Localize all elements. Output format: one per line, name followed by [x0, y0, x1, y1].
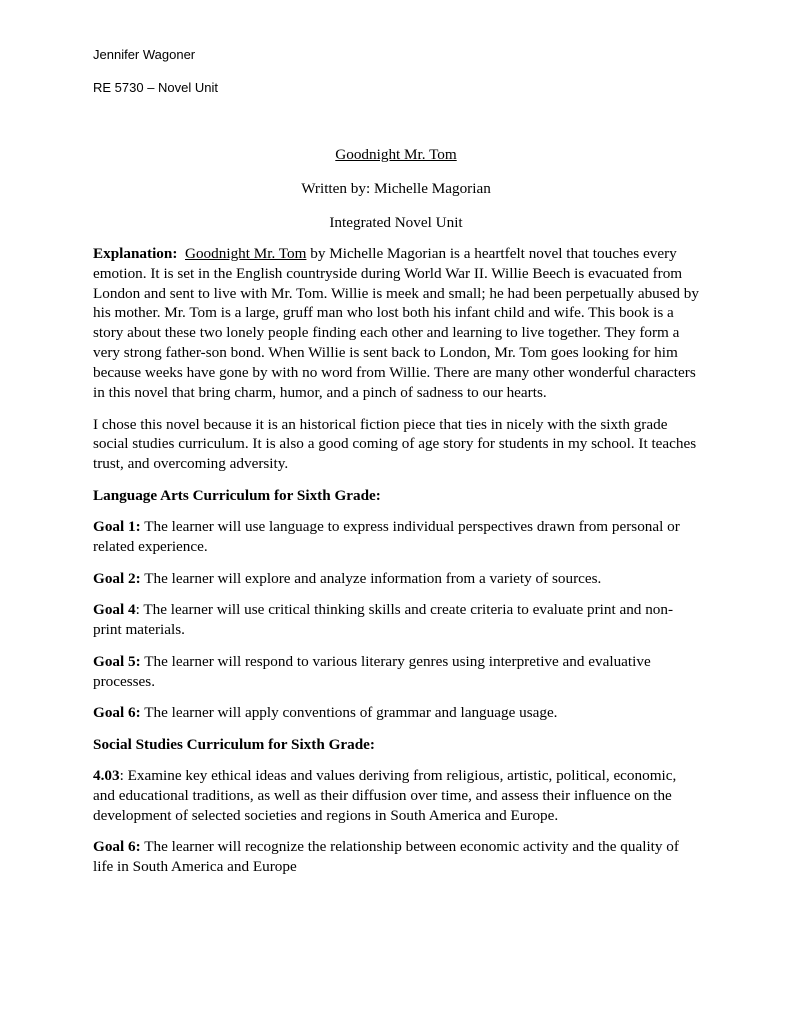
social-studies-heading: Social Studies Curriculum for Sixth Grade:: [93, 735, 375, 753]
la-goal-1: [93, 517, 699, 557]
reason-paragraph: I chose this novel because it is an historical fiction piece that ties in nicely with the sixth grade social studies curriculum. It is also a good coming of age story for students in my school. It teaches trust, and overcoming adversity.: [93, 415, 697, 473]
explanation-label: Explanation:: [93, 244, 178, 262]
ss-objective-4-03-text: : Examine key ethical ideas and values deriving from religious, artistic, political, economic, and educational traditions, as well as their diffusion over time, and assess their influence on the development of selected societies and regions in South America and Europe.: [93, 767, 677, 824]
course-label: RE 5730 – Novel Unit: [93, 80, 219, 95]
la-goal-2-text: The learner will explore and analyze information from a variety of sources.: [140, 569, 602, 587]
la-goal-5-text: The learner will respond to various literary genres using interpretive and evaluative processes.: [93, 652, 651, 690]
explanation-text: by Michelle Magorian is a heartfelt novel that touches every emotion. It is set in the English countryside during World War II. Willie Beech is evacuated from London and sent to live with Mr. Tom. Willie is meek and small; he had been perpetually abused by his mother. Mr. Tom is a large, gruff man who lost both his infant child and wife. This book is a story about these two lonely people finding each other and learning to live together. They form a very strong father-son bond. When Willie is sent back to London, Mr. Tom goes looking for him because weeks have gone by with no word from Willie. There are many other wonderful characters in this novel that bring charm, humor, and a pinch of sadness to our hearts.: [93, 244, 699, 402]
author-line: Written by: Michelle Magorian: [301, 179, 491, 197]
author-name: Jennifer Wagoner: [93, 47, 196, 62]
explanation-paragraph: [93, 244, 699, 403]
language-arts-heading: Language Arts Curriculum for Sixth Grade:: [93, 486, 381, 504]
document-title-text: Goodnight Mr. Tom: [335, 146, 457, 163]
la-goal-4-label: Goal 4: [93, 601, 136, 619]
la-goal-2-label: Goal 2:: [93, 569, 141, 587]
la-goal-6-text: The learner will apply conventions of grammar and language usage.: [140, 704, 558, 722]
la-goal-4: [93, 600, 699, 640]
la-goal-2: [93, 569, 699, 589]
ss-objective-4-03-label: 4.03: [93, 767, 120, 785]
la-goal-6-label: Goal 6:: [93, 704, 141, 722]
la-goal-5: [93, 652, 699, 692]
ss-objective-4-03: [93, 766, 699, 826]
ss-goal-6-text: The learner will recognize the relationship between economic activity and the quality of life in South America and Europe: [93, 838, 679, 876]
document-title: [93, 145, 699, 165]
unit-type: Integrated Novel Unit: [329, 213, 463, 231]
la-goal-1-text: The learner will use language to express individual perspectives drawn from personal or related experience.: [93, 518, 680, 556]
la-goal-5-label: Goal 5:: [93, 652, 141, 670]
document-body: [93, 145, 699, 889]
book-title-reference: Goodnight Mr. Tom: [185, 244, 307, 262]
la-goal-4-text: : The learner will use critical thinking skills and create criteria to evaluate print and non-print materials.: [93, 601, 674, 639]
la-goal-6: [93, 703, 699, 723]
ss-goal-6: [93, 837, 699, 877]
ss-goal-6-label: Goal 6:: [93, 838, 141, 856]
la-goal-1-label: Goal 1:: [93, 518, 141, 536]
